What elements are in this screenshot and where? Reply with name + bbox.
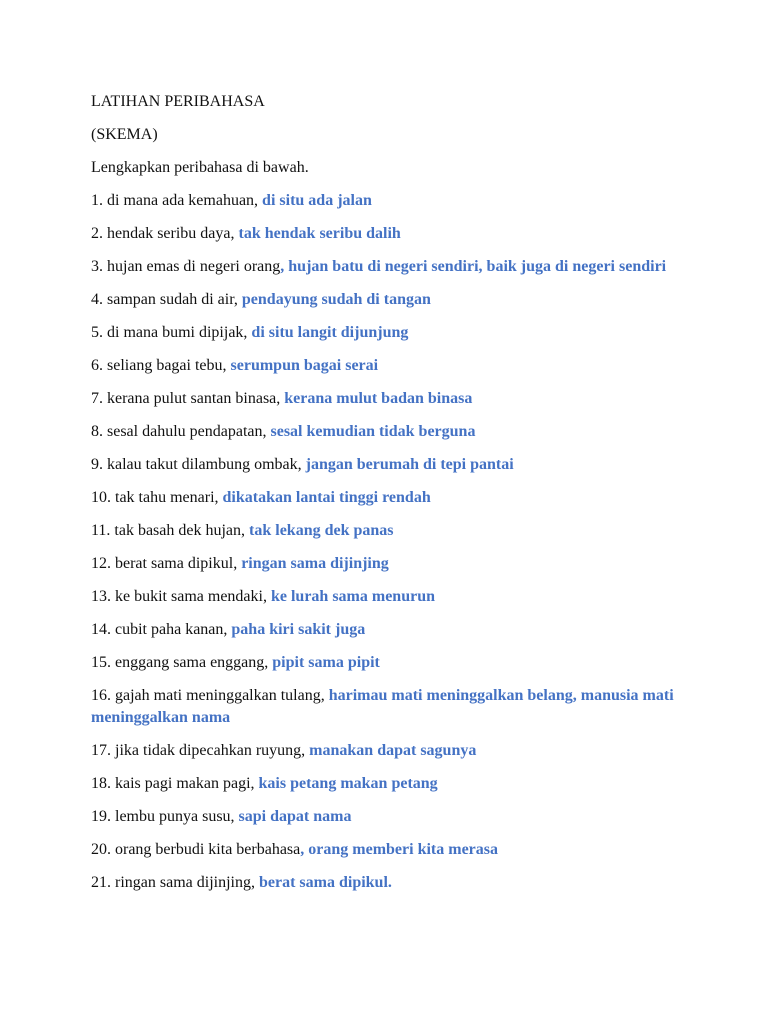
item-prompt: 18. kais pagi makan pagi, bbox=[91, 775, 259, 792]
document-subtitle: (SKEMA) bbox=[91, 126, 158, 143]
list-item bbox=[91, 619, 691, 641]
item-prompt: 7. kerana pulut santan binasa, bbox=[91, 390, 285, 407]
list-item bbox=[91, 223, 691, 245]
list-item bbox=[91, 355, 691, 377]
list-item bbox=[91, 454, 691, 476]
item-answer: ringan sama dijinjing bbox=[241, 555, 389, 572]
item-answer: sesal kemudian tidak berguna bbox=[270, 423, 476, 440]
item-answer: harimau mati meninggalkan belang, manusia mati meninggalkan nama bbox=[91, 687, 674, 726]
item-answer: di situ ada jalan bbox=[262, 192, 372, 209]
item-prompt: 2. hendak seribu daya, bbox=[91, 225, 239, 242]
list-item bbox=[91, 190, 691, 212]
item-prompt: 11. tak basah dek hujan, bbox=[91, 522, 250, 539]
item-prompt: 3. hujan emas di negeri orang bbox=[91, 258, 281, 275]
item-answer: paha kiri sakit juga bbox=[231, 621, 366, 638]
item-answer: kais petang makan petang bbox=[258, 775, 438, 792]
item-answer: , hujan batu di negeri sendiri, baik juga di negeri sendiri bbox=[280, 258, 667, 275]
list-item bbox=[91, 652, 691, 674]
list-item bbox=[91, 806, 691, 828]
item-answer: di situ langit dijunjung bbox=[251, 324, 409, 341]
item-prompt: 20. orang berbudi kita berbahasa bbox=[91, 841, 301, 858]
item-prompt: 10. tak tahu menari, bbox=[91, 489, 223, 506]
item-prompt: 8. sesal dahulu pendapatan, bbox=[91, 423, 271, 440]
item-answer: ke lurah sama menurun bbox=[270, 588, 435, 605]
item-answer: berat sama dipikul. bbox=[258, 874, 392, 891]
document-instruction: Lengkapkan peribahasa di bawah. bbox=[91, 159, 309, 176]
item-answer: dikatakan lantai tinggi rendah bbox=[222, 489, 431, 506]
item-prompt: 4. sampan sudah di air, bbox=[91, 291, 242, 308]
list-item bbox=[91, 388, 691, 410]
item-prompt: 21. ringan sama dijinjing, bbox=[91, 874, 259, 891]
list-item bbox=[91, 421, 691, 443]
item-prompt: 19. lembu punya susu, bbox=[91, 808, 239, 825]
list-item bbox=[91, 256, 691, 278]
list-item bbox=[91, 586, 691, 608]
item-answer: tak lekang dek panas bbox=[249, 522, 394, 539]
item-prompt: 6. seliang bagai tebu, bbox=[91, 357, 231, 374]
list-item bbox=[91, 839, 691, 861]
list-item bbox=[91, 740, 691, 762]
list-item bbox=[91, 487, 691, 509]
list-item bbox=[91, 289, 691, 311]
item-answer: , orang memberi kita merasa bbox=[300, 841, 498, 858]
item-answer: serumpun bagai serai bbox=[230, 357, 379, 374]
list-item bbox=[91, 553, 691, 575]
item-answer: pendayung sudah di tangan bbox=[241, 291, 431, 308]
item-answer: manakan dapat sagunya bbox=[309, 742, 477, 759]
item-answer: pipit sama pipit bbox=[272, 654, 380, 671]
item-prompt: 15. enggang sama enggang, bbox=[91, 654, 273, 671]
item-prompt: 14. cubit paha kanan, bbox=[91, 621, 232, 638]
item-answer: tak hendak seribu dalih bbox=[238, 225, 401, 242]
item-answer: kerana mulut badan binasa bbox=[284, 390, 473, 407]
list-item bbox=[91, 322, 691, 344]
item-prompt: 16. gajah mati meninggalkan tulang, bbox=[91, 687, 329, 704]
list-item bbox=[91, 872, 691, 894]
item-prompt: 9. kalau takut dilambung ombak, bbox=[91, 456, 306, 473]
item-answer: jangan berumah di tepi pantai bbox=[305, 456, 514, 473]
list-item bbox=[91, 520, 691, 542]
item-answer: sapi dapat nama bbox=[238, 808, 352, 825]
item-prompt: 5. di mana bumi dipijak, bbox=[91, 324, 252, 341]
list-item bbox=[91, 685, 691, 729]
item-prompt: 12. berat sama dipikul, bbox=[91, 555, 242, 572]
list-item bbox=[91, 773, 691, 795]
document-page bbox=[91, 91, 691, 905]
item-prompt: 17. jika tidak dipecahkan ruyung, bbox=[91, 742, 310, 759]
document-title: LATIHAN PERIBAHASA bbox=[91, 93, 265, 110]
item-prompt: 13. ke bukit sama mendaki, bbox=[91, 588, 271, 605]
item-prompt: 1. di mana ada kemahuan, bbox=[91, 192, 263, 209]
